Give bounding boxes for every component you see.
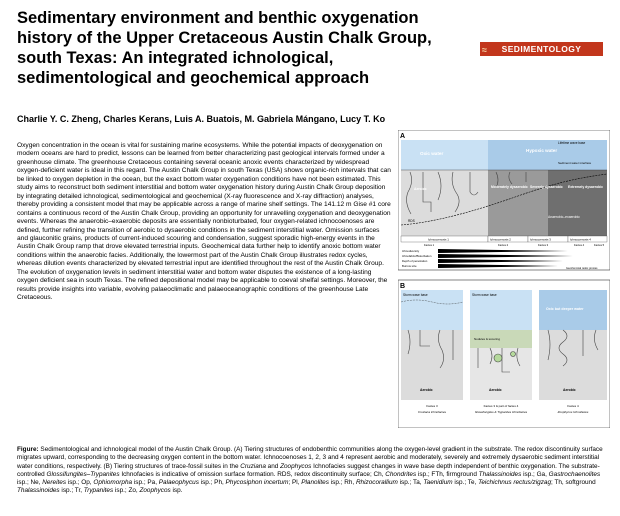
journal-name: SEDIMENTOLOGY	[501, 44, 582, 54]
depositional-model-figure	[398, 130, 610, 428]
caption-text: isp.; FTh, firmground	[416, 470, 479, 478]
caption-text: ; Pl,	[288, 479, 302, 487]
caption-taxon: Taenidium	[423, 479, 453, 487]
legend-bioturbation: Ichnofabric/Bioturbation	[402, 254, 432, 258]
caption-text: isp.; Pa,	[132, 479, 159, 487]
caption-text: isp.; Te,	[452, 479, 479, 487]
ichnocoenosis-3: Ichnocoenosis 3	[530, 237, 551, 242]
caption-text: isp.; Ne,	[17, 479, 43, 487]
paper-title: Sedimentary environment and benthic oxygenation history of the Upper Cretaceous Austin Chalk Group, south Texas: An integrated ichnological, sedimentological and geochemical approach	[17, 9, 432, 87]
caption-text: isp.	[170, 487, 183, 495]
facies-3-label: Facies 3	[538, 244, 549, 247]
storm-wave-base-2-label: Storm wave base	[472, 293, 497, 297]
caption-text: Ichnofacies suggest changes in wave base depth independent of benthic oxygenation. The substrate-controlled	[17, 462, 600, 478]
panel-b-label: B	[400, 283, 406, 290]
storm-wave-base-label: Storm wave base	[403, 293, 428, 297]
caption-text: Sedimentological and ichnological model of the Austin Chalk Group. (A) Tiering structures of endobenthic communities along the oxygen-level gradient in the substrate. The redox discontinuity surface migrates upward, corresponding to the decreasing oxygen content in the bottom water. Ichnocoenoses 1, 2, 3 and 4 represent aerobic and moderately, severely and extremely dysaerobic sediment interstitial water conditions, respectively. (B) Tiering structures of trace-fossil suites in the	[17, 446, 603, 470]
col2-facies: Facies 3 & part of facies 4	[483, 404, 519, 408]
caption-text: Ichnofacies is indicative of omission surface formation. RDS, redox discontinuity surface; Ch,	[119, 470, 386, 478]
col3-ichnofacies: Zoophycos Ichnofacies	[557, 410, 589, 414]
facies-4-label: Facies 4	[574, 244, 585, 247]
caption-taxon: Palaeophycus	[158, 479, 199, 487]
caption-taxon: Planolites	[301, 479, 329, 487]
facies-5-label: Facies 5	[594, 244, 605, 247]
ichnocoenosis-1: Ichnocoenosis 1	[428, 237, 449, 242]
caption-text: isp.; Zo,	[113, 487, 140, 495]
col2-aerobic: Aerobic	[489, 388, 502, 392]
author-list: Charlie Y. C. Zheng, Charles Kerans, Luis A. Buatois, M. Gabriela Mángano, Lucy T. Ko	[17, 114, 386, 124]
caption-taxon: Rhizocorallium	[355, 479, 398, 487]
caption-taxon: Nereites	[42, 479, 67, 487]
caption-text: isp.; Rh,	[328, 479, 356, 487]
ichnocoenosis-2: Ichnocoenosis 2	[490, 237, 511, 242]
caption-label: Figure:	[17, 446, 39, 453]
caption-text: ; Th, softground	[551, 479, 596, 487]
col1-aerobic: Aerobic	[420, 388, 433, 392]
caption-taxon: Cruziana	[240, 462, 266, 470]
caption-taxon: Thalassinoides	[478, 470, 522, 478]
caption-taxon: Zoophycos	[280, 462, 312, 470]
anaerobic-label: Anaerobic–exaerobic	[548, 215, 580, 219]
caption-taxon: Zoophycos	[139, 487, 171, 495]
facies-2-label: Facies 2	[498, 244, 509, 247]
caption-text: isp.; Ph,	[198, 479, 226, 487]
omission-label: Nodules & scouring	[474, 337, 501, 341]
legend-ichnodiversity: Ichnodiversity	[402, 249, 420, 253]
caption-taxon: Chondrites	[385, 470, 417, 478]
caption-taxon: Phycosiphon incertum	[225, 479, 289, 487]
geochem-note: Geochemical redox proxies	[566, 267, 598, 270]
panel-b	[398, 280, 610, 428]
legend-burrow-size: Burrow size	[402, 264, 417, 268]
journal-logo-badge	[480, 42, 603, 56]
facies-1-label: Facies 1	[424, 244, 435, 247]
deeper-water-label: Oxic but deeper water	[546, 307, 584, 311]
caption-body	[17, 446, 603, 494]
caption-taxon: Ophiomorpha	[93, 479, 133, 487]
journal-swoosh-icon: ≈	[482, 45, 488, 55]
col3-facies: Facies 4	[567, 404, 579, 408]
facies-extremely-dysaerobic: Extremely dysaerobic	[568, 185, 604, 189]
rds-label: RDS	[408, 219, 415, 223]
ichnocoenosis-4: Ichnocoenosis 4	[570, 237, 591, 242]
col1-facies: Facies 3	[426, 404, 438, 408]
caption-text: isp.; Tr,	[59, 487, 84, 495]
caption-text: isp.; Ga,	[521, 470, 549, 478]
caption-taxon: Thalassinoides	[17, 487, 60, 495]
caption-text: isp.; Op,	[66, 479, 94, 487]
col2-ichnofacies: Glossifungites & Trypanites Ichnofacies	[474, 410, 528, 414]
facies-moderately-dysaerobic: Moderately dysaerobic	[491, 185, 528, 189]
caption-taxon: Glossifungites–Trypanites	[46, 470, 120, 478]
facies-aerobic: Aerobic	[414, 187, 427, 191]
abstract-text: Oxygen concentration in the ocean is vital for sustaining marine ecosystems. While the potential impacts of deoxygenation on modern oceans are hard to predict, lessons can be learned from better characterizing past geological intervals formed under a greenhouse climate. The greenhouse Cretaceous containing several oceanic anoxic events characterized by widespread oxygen-deficient water is ideal in this regard. The Austin Chalk Group in south Texas (USA) shows organic-rich intervals that can be linked to oxygen depletion in the ocean, but the exact bottom water oxygenation conditions have not been estimated. This study aims to reconstruct both sediment interstitial and bottom water oxygenation history during Austin Chalk Group deposition by integrating detailed ichnological, sedimentological and geochemical (X-ray fluorescence and X-ray diffraction) analyses, thereby providing a consistent model that may be applicable across a range of marine shelf settings. The 141.12 m Gise #1 core contains a continuous record of the Austin Chalk Group, providing an opportunity for unravelling oxygenation and deoxygenation events. Whereas the anaerobic–exaerobic deposits are essentially nonbioturbated, four oxygen-related ichnocoenoses are defined, further refining the transition of aerobic to dysaerobic conditions in the sediment interstitial water. Omission surfaces and glauconitic grains, products of current-induced scouring and condensation, suggest sporadic high-energy events in the Austin Chalk Group ramp that drove elevated terrestrial inputs. Geochemical data further help to identify anoxic bottom water conditions within the anaerobic facies. Additionally, the lowermost part of the Austin Chalk Group illustrates redox cycles, whereas dilution events characterized by elevated terrestrial input are identified throughout the rest of the Austin Chalk Group. The evolution of oxygenation levels in sediment interstitial water and bottom water disputes the existence of a long-lasting oxygen deficient sea in south Texas. The refined depositional model may be applicable to coeval shelfal settings. Moreover, the results provide insights into variable, evolving palaeoclimatic and palaeoceanographic conditions of the greenhouse Late Cretaceous.	[17, 142, 391, 302]
col1-ichnofacies: Cruziana Ichnofacies	[417, 410, 447, 414]
caption-taxon: Trypanites	[83, 487, 114, 495]
caption-text: isp.; Ta,	[397, 479, 424, 487]
panel-a-label: A	[400, 133, 406, 140]
legend-depth: Depth of penetration	[402, 259, 428, 263]
sediment-interface-label: Sediment water interface	[558, 161, 592, 165]
hypoxic-water-label: Hypoxic water	[526, 148, 558, 153]
caption-taxon: Teichichnus rectus/zigzag	[478, 479, 552, 487]
panel-a	[398, 130, 610, 270]
caption-text: and	[265, 462, 281, 470]
figure-caption	[17, 446, 607, 496]
oxic-water-label: Oxic water	[420, 151, 444, 156]
col3-aerobic: Aerobic	[563, 388, 576, 392]
caption-taxon: Gastrochaenolites	[548, 470, 601, 478]
facies-severely-dysaerobic: Severely dysaerobic	[530, 185, 563, 189]
wave-base-note: Lifetime wave base	[558, 141, 586, 145]
